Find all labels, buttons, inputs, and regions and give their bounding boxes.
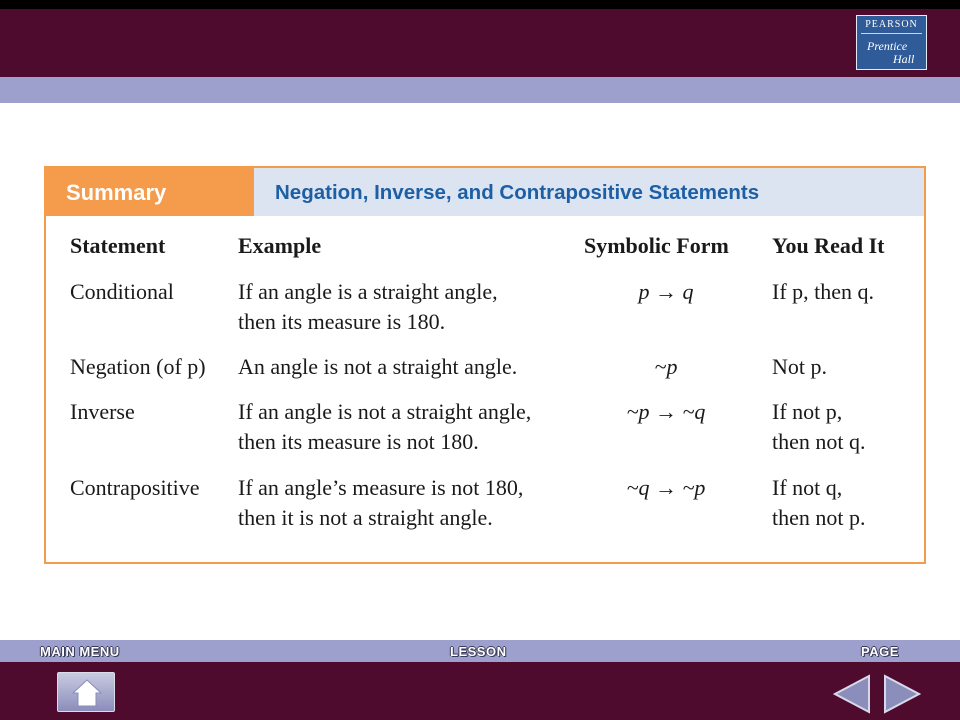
row-conditional-example-line-2: then its measure is 180. [238, 309, 446, 334]
column-header-statement: Statement [70, 233, 166, 258]
logo-line-1: Prentice [867, 39, 908, 53]
logo-line-2: Hall [893, 52, 915, 66]
row-inverse-statement: Inverse [70, 399, 135, 424]
column-header-you-read-it: You Read It [772, 233, 885, 258]
navigation-label-bar [0, 640, 960, 662]
top-edge [0, 0, 960, 9]
row-contrapositive-symbolic: ~q → ~p [626, 475, 706, 500]
main-menu-label[interactable]: MAIN MENU [40, 644, 120, 659]
row-conditional-symbolic: p → q [638, 279, 694, 304]
logo-brand: PEARSON [865, 19, 918, 30]
top-banner [0, 0, 960, 77]
next-arrow-icon [885, 676, 919, 712]
row-negation-statement: Negation (of p) [70, 354, 206, 379]
row-contrapositive-statement: Contrapositive [70, 475, 200, 500]
home-button[interactable] [57, 672, 115, 712]
row-inverse-read-line-2: then not q. [772, 429, 866, 454]
row-contrapositive-read-line-2: then not p. [772, 505, 866, 530]
column-header-symbolic-form: Symbolic Form [584, 233, 729, 258]
next-page-button[interactable] [883, 674, 921, 714]
row-negation-symbolic: ~p [654, 354, 678, 379]
column-header-example: Example [238, 233, 322, 258]
row-conditional-read: If p, then q. [772, 279, 875, 304]
header-stripe [0, 77, 960, 103]
lesson-label[interactable]: LESSON [450, 644, 507, 659]
bottom-banner [0, 662, 960, 720]
row-negation-read: Not p. [772, 354, 827, 379]
row-contrapositive-example-line-1: If an angle’s measure is not 180, [238, 475, 524, 500]
row-negation-example-line-1: An angle is not a straight angle. [238, 354, 518, 379]
row-contrapositive-read-line-1: If not q, [772, 475, 843, 500]
summary-title: Negation, Inverse, and Contrapositive Statements [275, 181, 760, 204]
row-inverse-symbolic: ~p → ~q [626, 399, 706, 424]
row-contrapositive-example-line-2: then it is not a straight angle. [238, 505, 493, 530]
row-conditional-example-line-1: If an angle is a straight angle, [238, 279, 498, 304]
row-inverse-example-line-2: then its measure is not 180. [238, 429, 479, 454]
summary-card [44, 166, 926, 564]
summary-tab: Summary [46, 168, 254, 216]
logo-divider [861, 33, 922, 34]
previous-page-button[interactable] [833, 674, 871, 714]
row-conditional-statement: Conditional [70, 279, 174, 304]
previous-arrow-icon [835, 676, 869, 712]
pearson-prentice-hall-logo [856, 15, 927, 70]
home-icon [72, 679, 102, 707]
page-label[interactable]: PAGE [861, 644, 899, 659]
row-inverse-read-line-1: If not p, [772, 399, 843, 424]
row-inverse-example-line-1: If an angle is not a straight angle, [238, 399, 532, 424]
